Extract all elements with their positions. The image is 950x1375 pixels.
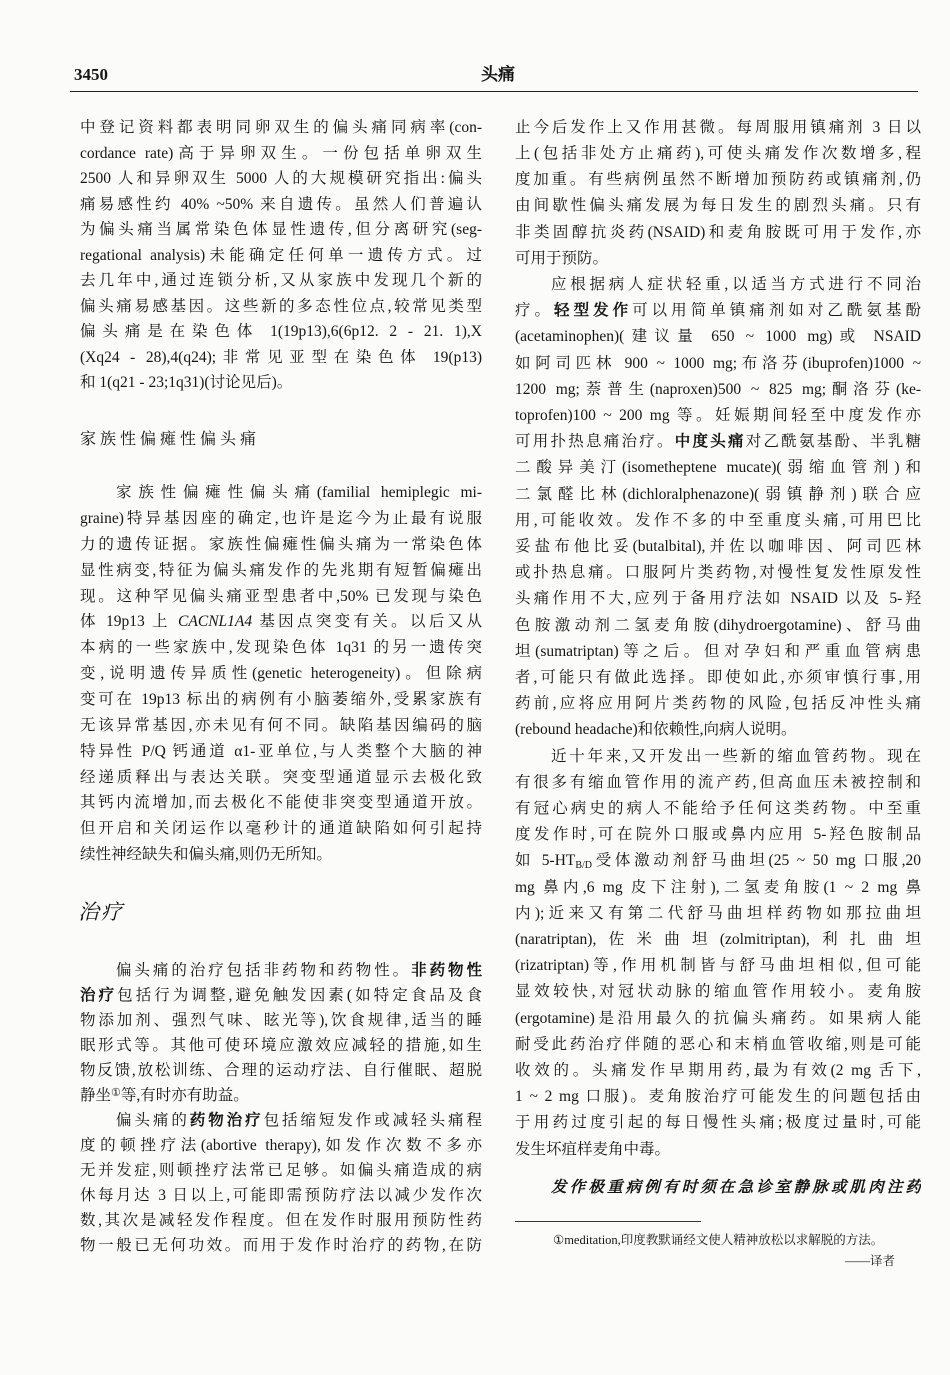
text-run: 上(包括非处方止痛药),可使头痛发作次数增多,程: [515, 145, 921, 163]
text-line: [515, 691, 921, 717]
bold-text: 治疗: [80, 986, 118, 1004]
text-line: [80, 958, 482, 983]
text-line: [80, 319, 482, 345]
text-line: [80, 687, 482, 713]
text-line: [515, 351, 921, 377]
text-run: 偏头痛的: [116, 1111, 190, 1129]
text-run: 收效的。头痛发作早期用药,最为有效(2 mg 舌下,: [515, 1061, 921, 1079]
text-line: [80, 192, 482, 218]
text-run: (Xq24 - 28),4(q24);非常见亚型在染色体 19(p13): [80, 348, 482, 366]
text-run: 1200 mg;萘普生(naproxen)500 ~ 825 mg;酮洛芬(ke-: [515, 380, 921, 398]
text-run: regational analysis)未能确定任何单一遗传方式。过: [80, 246, 482, 264]
text-run: 度的顿挫疗法(abortive therapy),如发作次数不多亦: [80, 1136, 482, 1154]
text-run: 发作极重病例有时须在急诊室静脉或肌肉注药: [551, 1178, 921, 1196]
text-line: [80, 345, 482, 371]
text-run: 包括缩短发作或减轻头痛程: [263, 1111, 482, 1129]
text-line: [80, 558, 482, 584]
bold-text: 药物治疗: [189, 1111, 264, 1129]
footnote-text: ①meditation,印度教默诵经文使人精神放松以求解脱的方法。: [553, 1233, 884, 1247]
text-run: 应根据病人症状轻重,以适当方式进行不同治: [551, 276, 921, 294]
paragraph: [515, 1175, 921, 1201]
text-run: 有冠心病史的病人不能给予任何这类药物。中至重: [515, 800, 921, 818]
text-line: [515, 1058, 921, 1084]
text-run: 近十年来,又开发出一些新的缩血管药物。现在: [551, 747, 921, 765]
text-run: (naratriptan),佐米曲坦(zolmitriptan),利扎曲坦: [515, 931, 921, 948]
text-run: 为偏头痛当属常染色体显性遗传,但分离研究(seg-: [80, 221, 482, 239]
paragraph: [80, 115, 482, 396]
text-run: 无并发症,则顿挫疗法常已足够。如偏头痛造成的病: [80, 1161, 482, 1179]
left-column: [80, 0, 482, 1375]
text-run: toprofen)100 ~ 200 mg 等。妊娠期间轻至中度发作亦: [515, 407, 921, 425]
text-line: [80, 1083, 482, 1108]
subscript-text: B/D: [575, 860, 593, 872]
text-line: [515, 508, 921, 534]
text-line: [515, 377, 921, 403]
text-run: 1 ~ 2 mg 口服)。麦角胺治疗可能发生的问题包括由: [515, 1088, 921, 1106]
text-run: 非类固醇抗炎药(NSAID)和麦角胺既可用于发作,亦: [515, 223, 921, 241]
footnote-rule: [515, 1221, 701, 1222]
paragraph: [80, 480, 482, 868]
text-line: [515, 979, 921, 1005]
text-line: [80, 1058, 482, 1083]
text-run: 显性病变,特征为偏头痛发作的先兆期有短暂偏瘫出: [80, 561, 482, 579]
text-run: 和 1(q21 - 23;1q31)(讨论见后)。: [80, 374, 293, 392]
right-column: [515, 0, 921, 1375]
text-run: 由间歇性偏头痛发展为每日发生的剧烈头痛。只有: [515, 197, 921, 215]
text-line: [515, 141, 921, 167]
footnote-attribution: ——译者: [844, 1254, 895, 1268]
text-run: 偏头痛的治疗包括非药物和药物性。: [116, 961, 412, 979]
text-run: 数,其次是减轻发作程度。但在发作时服用预防性药: [80, 1211, 482, 1229]
text-line: [80, 370, 482, 396]
text-run: 续性神经缺失和偏头痛,则仍无所知。: [80, 846, 332, 864]
text-run: 痛易感性约 40% ~50% 来自遗传。虽然人们普遍认: [80, 195, 482, 213]
text-run: 体 19p13 上: [80, 613, 179, 631]
text-run: 如阿司匹林 900 ~ 1000 mg;布洛芬(ibuprofen)1000 ~: [515, 354, 921, 372]
text-run: 静坐: [80, 1086, 112, 1104]
text-line: [515, 665, 921, 691]
paragraph: [515, 115, 921, 272]
text-line: [80, 661, 482, 687]
text-run: 疗。: [515, 302, 555, 320]
text-line: [80, 506, 482, 532]
text-line: [80, 268, 482, 294]
text-line: [80, 1233, 482, 1258]
text-run: 本病的一些家族中,发现染色体 1q31 的另一遗传突: [80, 639, 482, 657]
text-run: 经递质释出与表达关联。突变型通道显示去极化致: [80, 768, 482, 786]
text-line: [515, 193, 921, 219]
text-line: [515, 1110, 921, 1136]
text-line: [515, 167, 921, 193]
text-run: (acetaminophen)(建议量 650 ~ 1000 mg)或 NSAID: [515, 328, 921, 346]
section-heading: 治疗: [78, 900, 124, 924]
text-run: 头痛作用不大,应列于备用疗法如 NSAID 以及 5-羟: [515, 590, 921, 608]
text-line: [515, 901, 921, 927]
text-line: [80, 842, 482, 868]
text-run: 者,可能只有做此选择。即使如此,亦须审慎行事,用: [515, 668, 921, 686]
text-run: 眠形式等。其他可使环境应激效应减轻的措施,如生: [80, 1036, 482, 1054]
text-line: [80, 480, 482, 506]
footnote-marker: ①: [111, 1086, 121, 1099]
text-line: [515, 848, 921, 874]
text-line: [515, 429, 921, 455]
text-run: 可用扑热息痛治疗。: [515, 433, 675, 451]
text-line: [80, 1108, 482, 1133]
text-run: 显效较快,对冠状动脉的缩血管作用较小。麦角胺: [515, 983, 921, 1001]
text-line: [515, 534, 921, 560]
text-run: 休每月达 3 日以上,可能即需预防疗法以减少发作次: [80, 1186, 482, 1204]
text-line: [515, 220, 921, 246]
text-run: 药前,应将应用阿片类药物的风险,包括反冲性头痛: [515, 695, 921, 713]
text-run: 耐受此药治疗伴随的恶心和末梢血管收缩,则是可能: [515, 1035, 921, 1053]
text-line: [515, 246, 921, 272]
text-line: [515, 639, 921, 665]
text-line: [515, 927, 921, 953]
text-run: 坦(sumatriptan)等之后。但对孕妇和严重血管病患: [515, 642, 921, 660]
text-run: 如 5-HT: [515, 852, 576, 870]
text-line: [515, 1084, 921, 1110]
text-run: 但开启和关闭运作以毫秒计的通道缺陷如何引起持: [80, 820, 482, 838]
text-run: 无该异常基因,亦未见有何不同。缺陷基因编码的脑: [80, 716, 482, 734]
text-run: 用,可能收效。发作不多的中至重度头痛,可用巴比: [515, 511, 921, 529]
text-run: 受体激动剂舒马曲坦(25 ~ 50 mg 口服,20: [592, 852, 921, 870]
text-run: 物添加剂、强烈气味、眩光等),饮食规律,适当的睡: [80, 1011, 482, 1029]
bold-text: 中度头痛: [674, 433, 746, 451]
text-run: 现。这种罕见偏头痛亚型患者中,50% 已发现与染色: [80, 587, 482, 605]
section-heading: 家族性偏瘫性偏头痛: [80, 431, 261, 448]
text-run: 变可在 19p13 标出的病例有小脑萎缩外,受累家族有: [80, 690, 482, 708]
text-line: [80, 243, 482, 269]
text-run: 色胺激动剂二氢麦角胺(dihydroergotamine)、舒马曲: [515, 616, 921, 634]
text-run: 其钙内流增加,而去极化不能使非突变型通道开放。: [80, 794, 482, 812]
text-line: [515, 1137, 921, 1163]
text-line: [80, 713, 482, 739]
text-run: mg 鼻内,6 mg 皮下注射),二氢麦角胺(1 ~ 2 mg 鼻: [515, 878, 921, 896]
text-line: [80, 1133, 482, 1158]
bold-text: 非药物性: [411, 961, 482, 979]
text-line: [515, 403, 921, 429]
italic-gene-name: CACNL1A4: [178, 613, 253, 631]
text-line: [80, 1008, 482, 1033]
text-run: 二氯醛比林(dichloralphenazone)(弱镇静剂)联合应: [515, 485, 921, 503]
page-number: 3450: [74, 65, 108, 84]
text-line: [80, 1158, 482, 1183]
text-line: [515, 586, 921, 612]
text-line: [515, 822, 921, 848]
paragraph: [515, 272, 921, 743]
text-line: [515, 1175, 921, 1201]
text-run: 去几年中,通过连锁分析,又从家族中发现几个新的: [80, 272, 482, 290]
text-run: 力的遗传证据。家族性偏瘫性偏头痛为一常染色体: [80, 535, 482, 553]
text-run: 偏头痛是在染色体 1(19p13),6(6p12. 2 - 21. 1),X: [80, 323, 482, 341]
text-run: 可以用简单镇痛剂如对乙酰氨基酚: [632, 302, 921, 320]
text-line: [515, 482, 921, 508]
text-line: [80, 1183, 482, 1208]
text-run: 包括行为调整,避免触发因素(如特定食品及食: [117, 986, 482, 1004]
text-run: graine)特异基因座的确定,也许是迄今为止最有说服: [80, 509, 482, 527]
text-run: 对乙酰氨基酚、半乳糖: [745, 433, 921, 451]
text-run: cordance rate)高于异卵双生。一份包括单卵双生: [80, 144, 482, 162]
text-run: 特异性 P/Q 钙通道 α1-亚单位,与人类整个大脑的神: [80, 742, 482, 760]
text-run: 2500 人和异卵双生 5000 人的大规模研究指出:偏头: [80, 170, 482, 188]
text-line: [515, 1006, 921, 1032]
text-run: 妥盐布他比妥(butalbital),并佐以咖啡因、阿司匹林: [515, 537, 921, 555]
text-line: [80, 141, 482, 167]
text-line: [80, 983, 482, 1008]
text-line: [80, 765, 482, 791]
text-line: [80, 584, 482, 610]
text-run: 等,有时亦有助益。: [120, 1086, 249, 1104]
text-line: [80, 166, 482, 192]
text-run: 度发作时,可在院外口服或鼻内应用 5-羟色胺制品: [515, 826, 921, 844]
running-title: 头痛: [481, 65, 515, 84]
text-run: 变,说明遗传异质性(genetic heterogeneity)。但除病: [80, 665, 482, 683]
bold-text: 轻型发作: [554, 302, 633, 320]
text-line: [80, 739, 482, 765]
text-line: [80, 532, 482, 558]
text-line: [80, 1033, 482, 1058]
text-run: 度加重。有些病例虽然不断增加预防药或镇痛剂,仍: [515, 171, 921, 189]
text-run: 基因点突变有关。以后又从: [252, 613, 482, 631]
text-run: 可用于预防。: [515, 249, 609, 267]
text-line: [80, 635, 482, 661]
text-line: [80, 1208, 482, 1233]
text-line: [80, 294, 482, 320]
text-run: 二酸异美汀(isometheptene mucate)(弱缩血管剂)和: [515, 459, 921, 477]
text-run: (rebound headache)和依赖性,向病人说明。: [515, 721, 797, 739]
text-line: [515, 796, 921, 822]
text-run: 发生坏疽样麦角中毒。: [515, 1140, 671, 1158]
text-run: (rizatriptan)等,作用机制皆与舒马曲坦相似,但可能: [515, 957, 921, 975]
text-run: 有很多有缩血管作用的流产药,但高血压未被控制和: [515, 773, 921, 791]
paragraph: [80, 958, 482, 1108]
text-run: 偏头痛易感基因。这些新的多态性位点,较常见类型: [80, 297, 482, 315]
text-line: [515, 298, 921, 324]
text-line: [515, 1032, 921, 1058]
text-run: (ergotamine)是沿用最久的抗偏头痛药。如果病人能: [515, 1009, 921, 1027]
text-run: 或扑热息痛。口服阿片类药物,对慢性复发性原发性: [515, 564, 921, 582]
text-line: [515, 560, 921, 586]
text-line: [515, 717, 921, 743]
text-line: [515, 744, 921, 770]
text-line: [80, 790, 482, 816]
text-run: 家族性偏瘫性偏头痛(familial hemiplegic mi-: [116, 484, 482, 502]
text-line: [515, 324, 921, 350]
text-line: [80, 609, 482, 635]
text-run: 于用药过度引起的每日慢性头痛;极度过量时,可能: [515, 1114, 921, 1132]
text-run: 物反馈,放松训练、合理的运动疗法、自行催眠、超脱: [80, 1061, 482, 1079]
text-run: 物一般已无何功效。而用于发作时治疗的药物,在防: [80, 1236, 482, 1254]
paragraph: [80, 1108, 482, 1258]
text-line: [80, 816, 482, 842]
text-line: [515, 953, 921, 979]
text-run: 内);近来又有第二代舒马曲坦样药物如那拉曲坦: [515, 904, 921, 922]
text-line: [515, 875, 921, 901]
text-line: [515, 455, 921, 481]
text-line: [80, 115, 482, 141]
text-line: [515, 770, 921, 796]
text-run: 止今后发作上又作用甚微。每周服用镇痛剂 3 日以: [515, 118, 921, 136]
text-line: [515, 613, 921, 639]
text-line: [80, 217, 482, 243]
text-run: 中登记资料都表明同卵双生的偏头痛同病率(con-: [80, 119, 482, 137]
text-line: [515, 272, 921, 298]
text-line: [515, 115, 921, 141]
paragraph: [515, 744, 921, 1163]
